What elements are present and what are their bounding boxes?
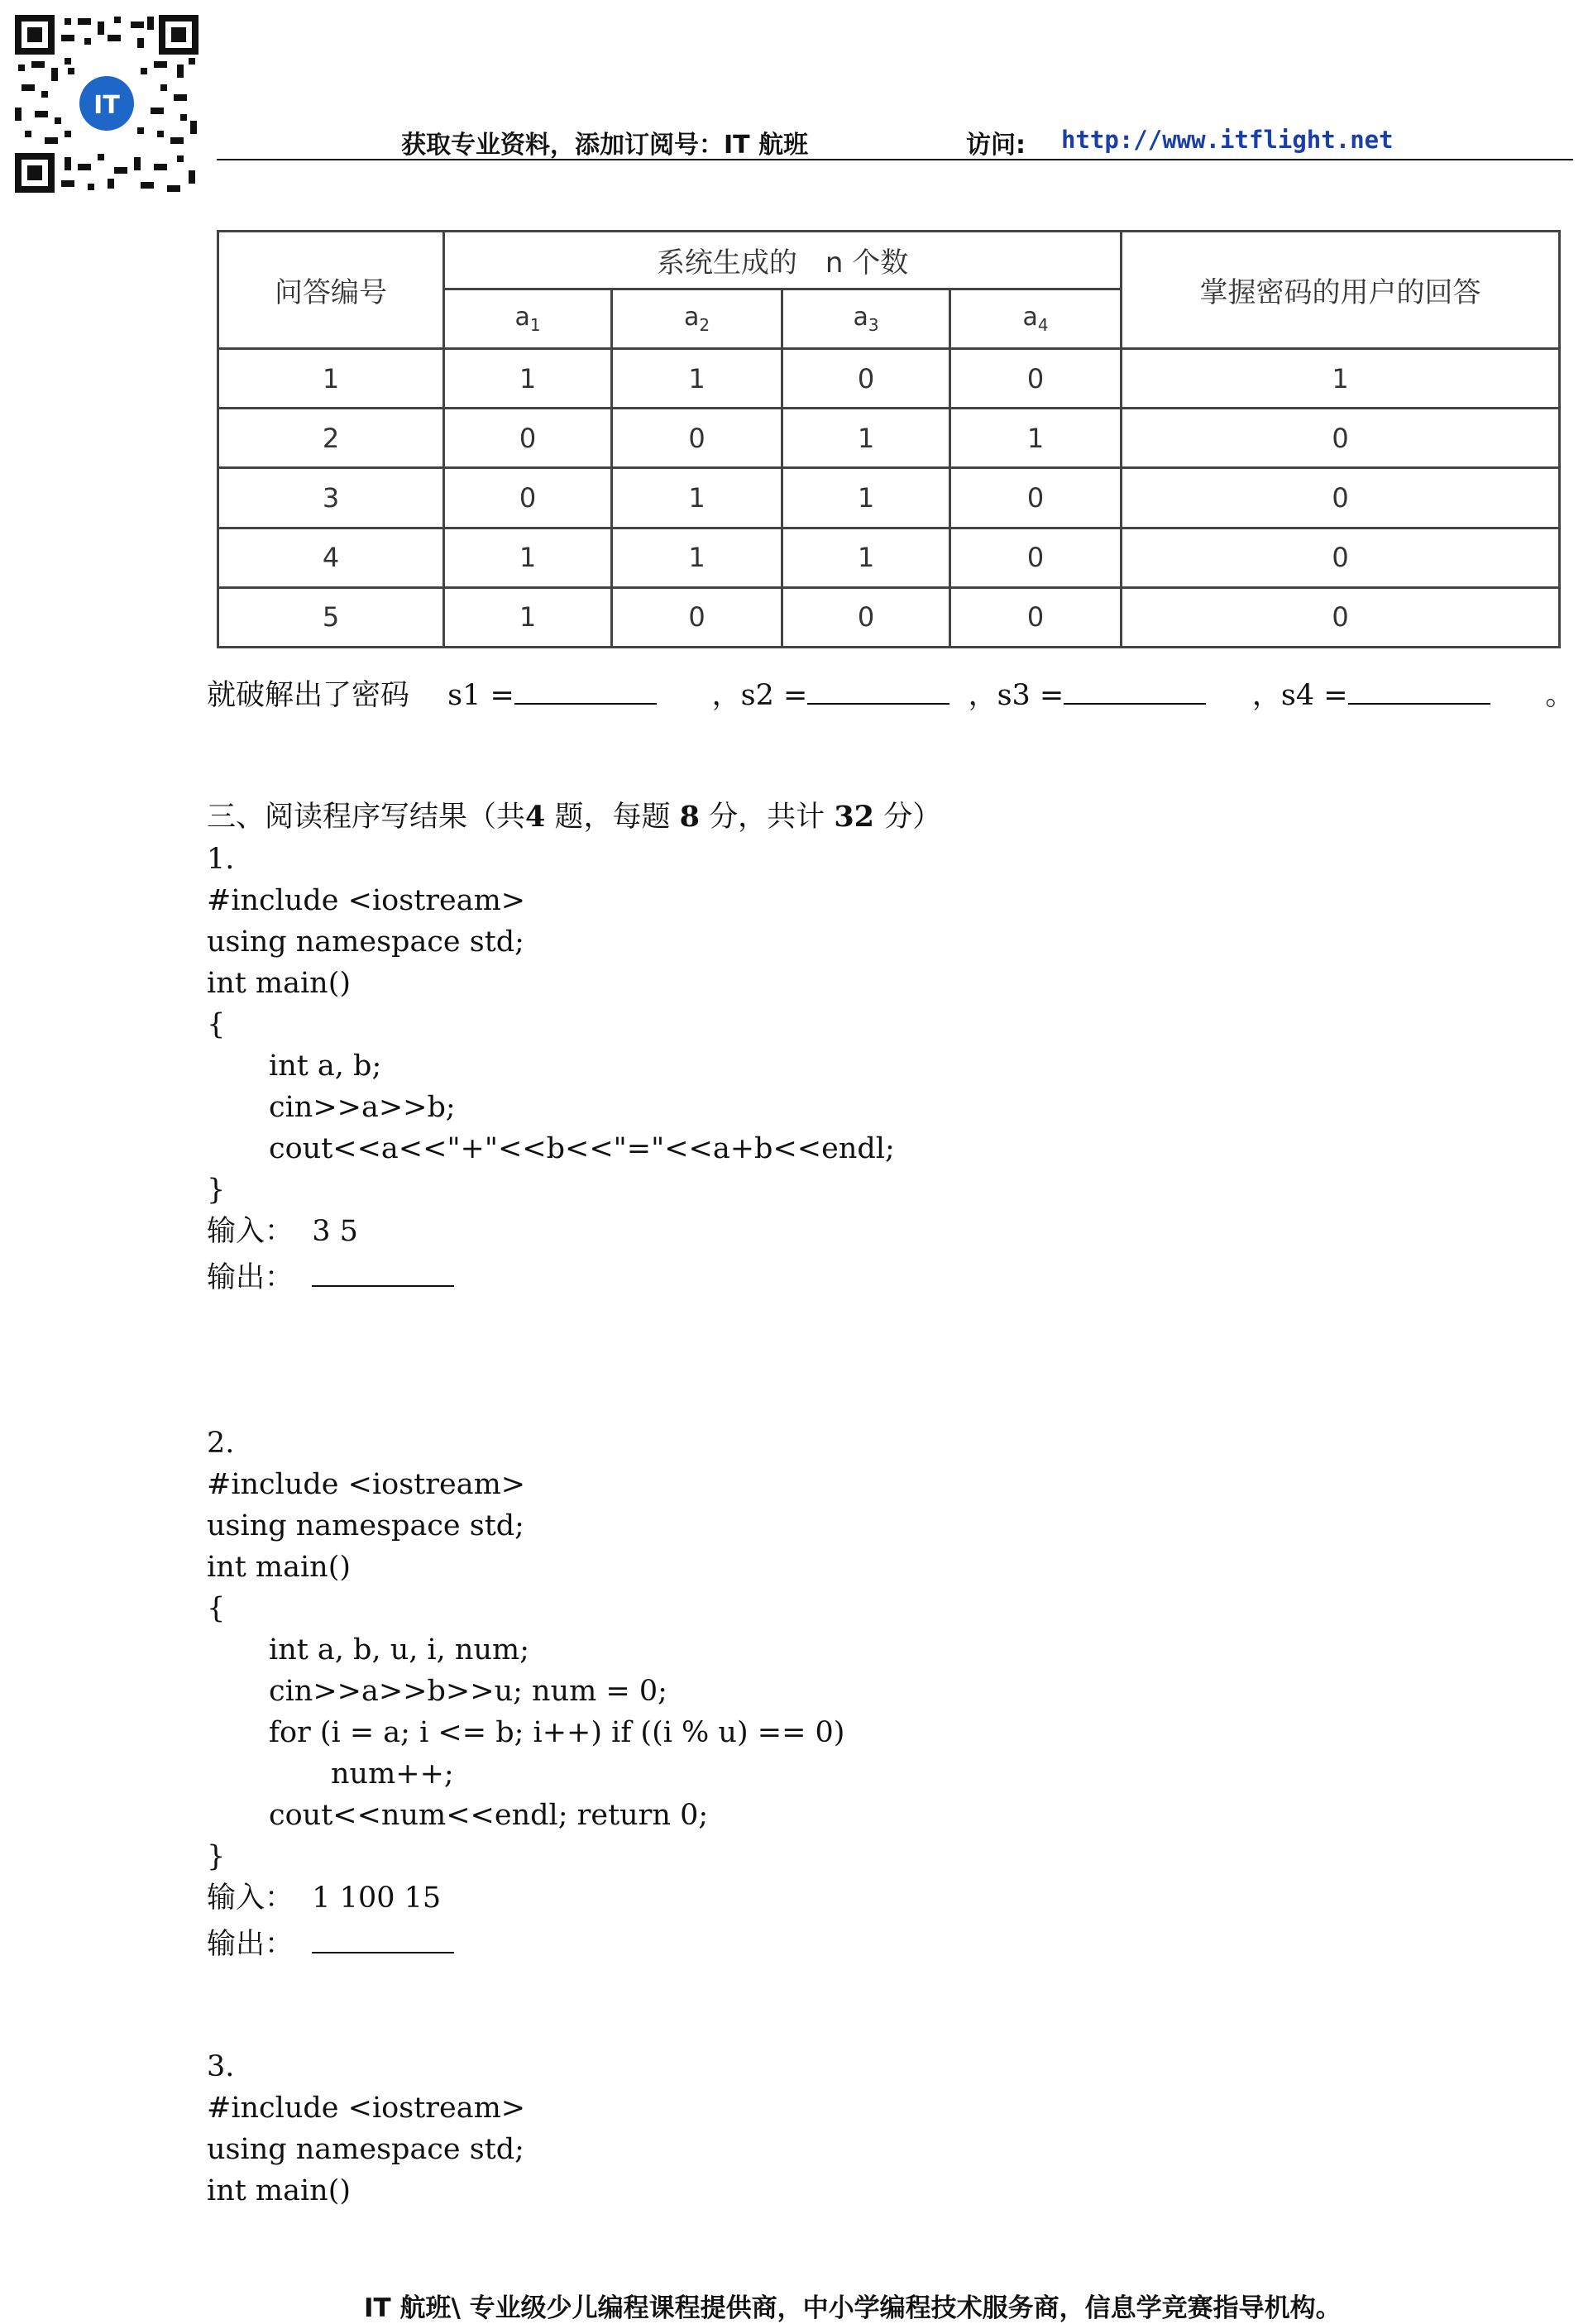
table-cell: 1 [782,528,950,587]
table-cell: 0 [950,587,1122,647]
table-cell: 0 [444,468,612,528]
table-cell: 0 [1122,409,1560,468]
header-divider [217,159,1573,160]
table-cell: 3 [218,468,444,528]
q1-code-line: using namespace std; [207,925,524,959]
q3-code-line: using namespace std; [207,2133,524,2166]
q1-code-line: #include <iostream> [207,884,526,917]
q2-output: 输出： [207,1925,454,1959]
q2-input: 输入： 1 100 15 [207,1882,442,1915]
q2-code-line: int a, b, u, i, num; [269,1633,529,1666]
footer-text: IT 航班\ 专业级少儿编程课程提供商，中小学编程技术服务商，信息学竞赛指导机构。 [364,2293,1342,2323]
table-cell: 1 [612,528,782,587]
q1-output-blank[interactable] [312,1259,454,1287]
table-cell: 0 [950,349,1122,409]
s4-blank[interactable] [1348,677,1490,705]
table-cell: 1 [218,349,444,409]
table-row [218,528,1560,587]
qa-table [217,230,1561,648]
table-cell: 4 [218,528,444,587]
table-cell: 1 [444,587,612,647]
q1-code-line: } [207,1174,226,1207]
q2-code-line: int main() [207,1551,352,1584]
q2-code-line: { [207,1592,226,1625]
q2-code-line: using namespace std; [207,1509,524,1542]
q1-number: 1. [207,843,235,876]
sub-header-a3: $a_3$ [782,289,950,349]
table-cell: 0 [782,349,950,409]
table-row [218,349,1560,409]
crack-line [207,677,1574,710]
sub-header-a1: $a_1$ [444,289,612,349]
table-cell: 1 [782,409,950,468]
qr-code-image [15,15,198,193]
table-cell: 0 [444,409,612,468]
header-url-link[interactable]: http://www.itflight.net [1061,126,1394,154]
table-cell: 5 [218,587,444,647]
q2-number: 2. [207,1427,235,1460]
s1-label: s1 = [447,679,514,712]
q2-code-line: num++; [331,1757,454,1791]
table-row [218,409,1560,468]
col-question-header: 问答编号 [218,232,444,349]
table-cell: 1 [444,349,612,409]
table-cell: 0 [950,528,1122,587]
table-cell: 1 [782,468,950,528]
q1-code-line: int a, b; [269,1050,382,1083]
table-cell: 1 [612,349,782,409]
q3-number: 3. [207,2050,235,2083]
table-cell: 1 [612,468,782,528]
svg-text:IT: IT [93,91,120,120]
q2-code-line: for (i = a; i <= b; i++) if ((i % u) == 0) [269,1716,845,1749]
q1-code-line: cout<<a<<"+"<<b<<"="<<a+b<<endl; [269,1132,895,1165]
crack-prefix: 就破解出了密码 [207,679,410,712]
sub-header-a2: $a_2$ [612,289,782,349]
table-cell: 0 [782,587,950,647]
col-group-header: 系统生成的 n 个数 [444,232,1122,289]
s3-label: ，s3 = [968,679,1064,712]
header-subscribe-text: 获取专业资料，添加订阅号：IT 航班 [401,131,809,160]
table-cell: 0 [612,587,782,647]
q1-code-line: cin>>a>>b; [269,1091,456,1124]
col-answer-header: 掌握密码的用户的回答 [1122,232,1560,349]
s1-blank[interactable] [514,677,657,705]
table-cell: 0 [1122,528,1560,587]
q2-code-line: cout<<num<<endl; return 0; [269,1799,709,1832]
table-row [218,468,1560,528]
table-cell: 1 [950,409,1122,468]
s4-label: ，s4 = [1251,679,1348,712]
table-cell: 0 [950,468,1122,528]
q3-code-line: int main() [207,2174,352,2207]
table-cell: 1 [444,528,612,587]
table-cell: 1 [1122,349,1560,409]
table-cell: 2 [218,409,444,468]
table-row [218,587,1560,647]
q1-code-line: { [207,1008,226,1041]
table-cell: 0 [612,409,782,468]
q1-code-line: int main() [207,967,352,1000]
table-cell: 0 [1122,587,1560,647]
s2-blank[interactable] [807,677,949,705]
q3-code-line: #include <iostream> [207,2092,526,2125]
s2-label: ，s2 = [711,679,808,712]
header-visit-label: 访问: [966,131,1026,160]
q2-code-line: #include <iostream> [207,1468,526,1501]
section-title: 三、阅读程序写结果（共4 题，每题 8 分，共计 32 分） [207,800,942,834]
sub-header-a4: $a_4$ [950,289,1122,349]
q2-output-blank[interactable] [312,1925,454,1953]
q1-input: 输入： 3 5 [207,1215,358,1248]
q2-code-line: cin>>a>>b>>u; num = 0; [269,1675,667,1708]
q2-code-line: } [207,1840,226,1873]
crack-end: 。 [1545,679,1575,712]
s3-blank[interactable] [1064,677,1206,705]
q1-output: 输出： [207,1259,454,1293]
table-cell: 0 [1122,468,1560,528]
